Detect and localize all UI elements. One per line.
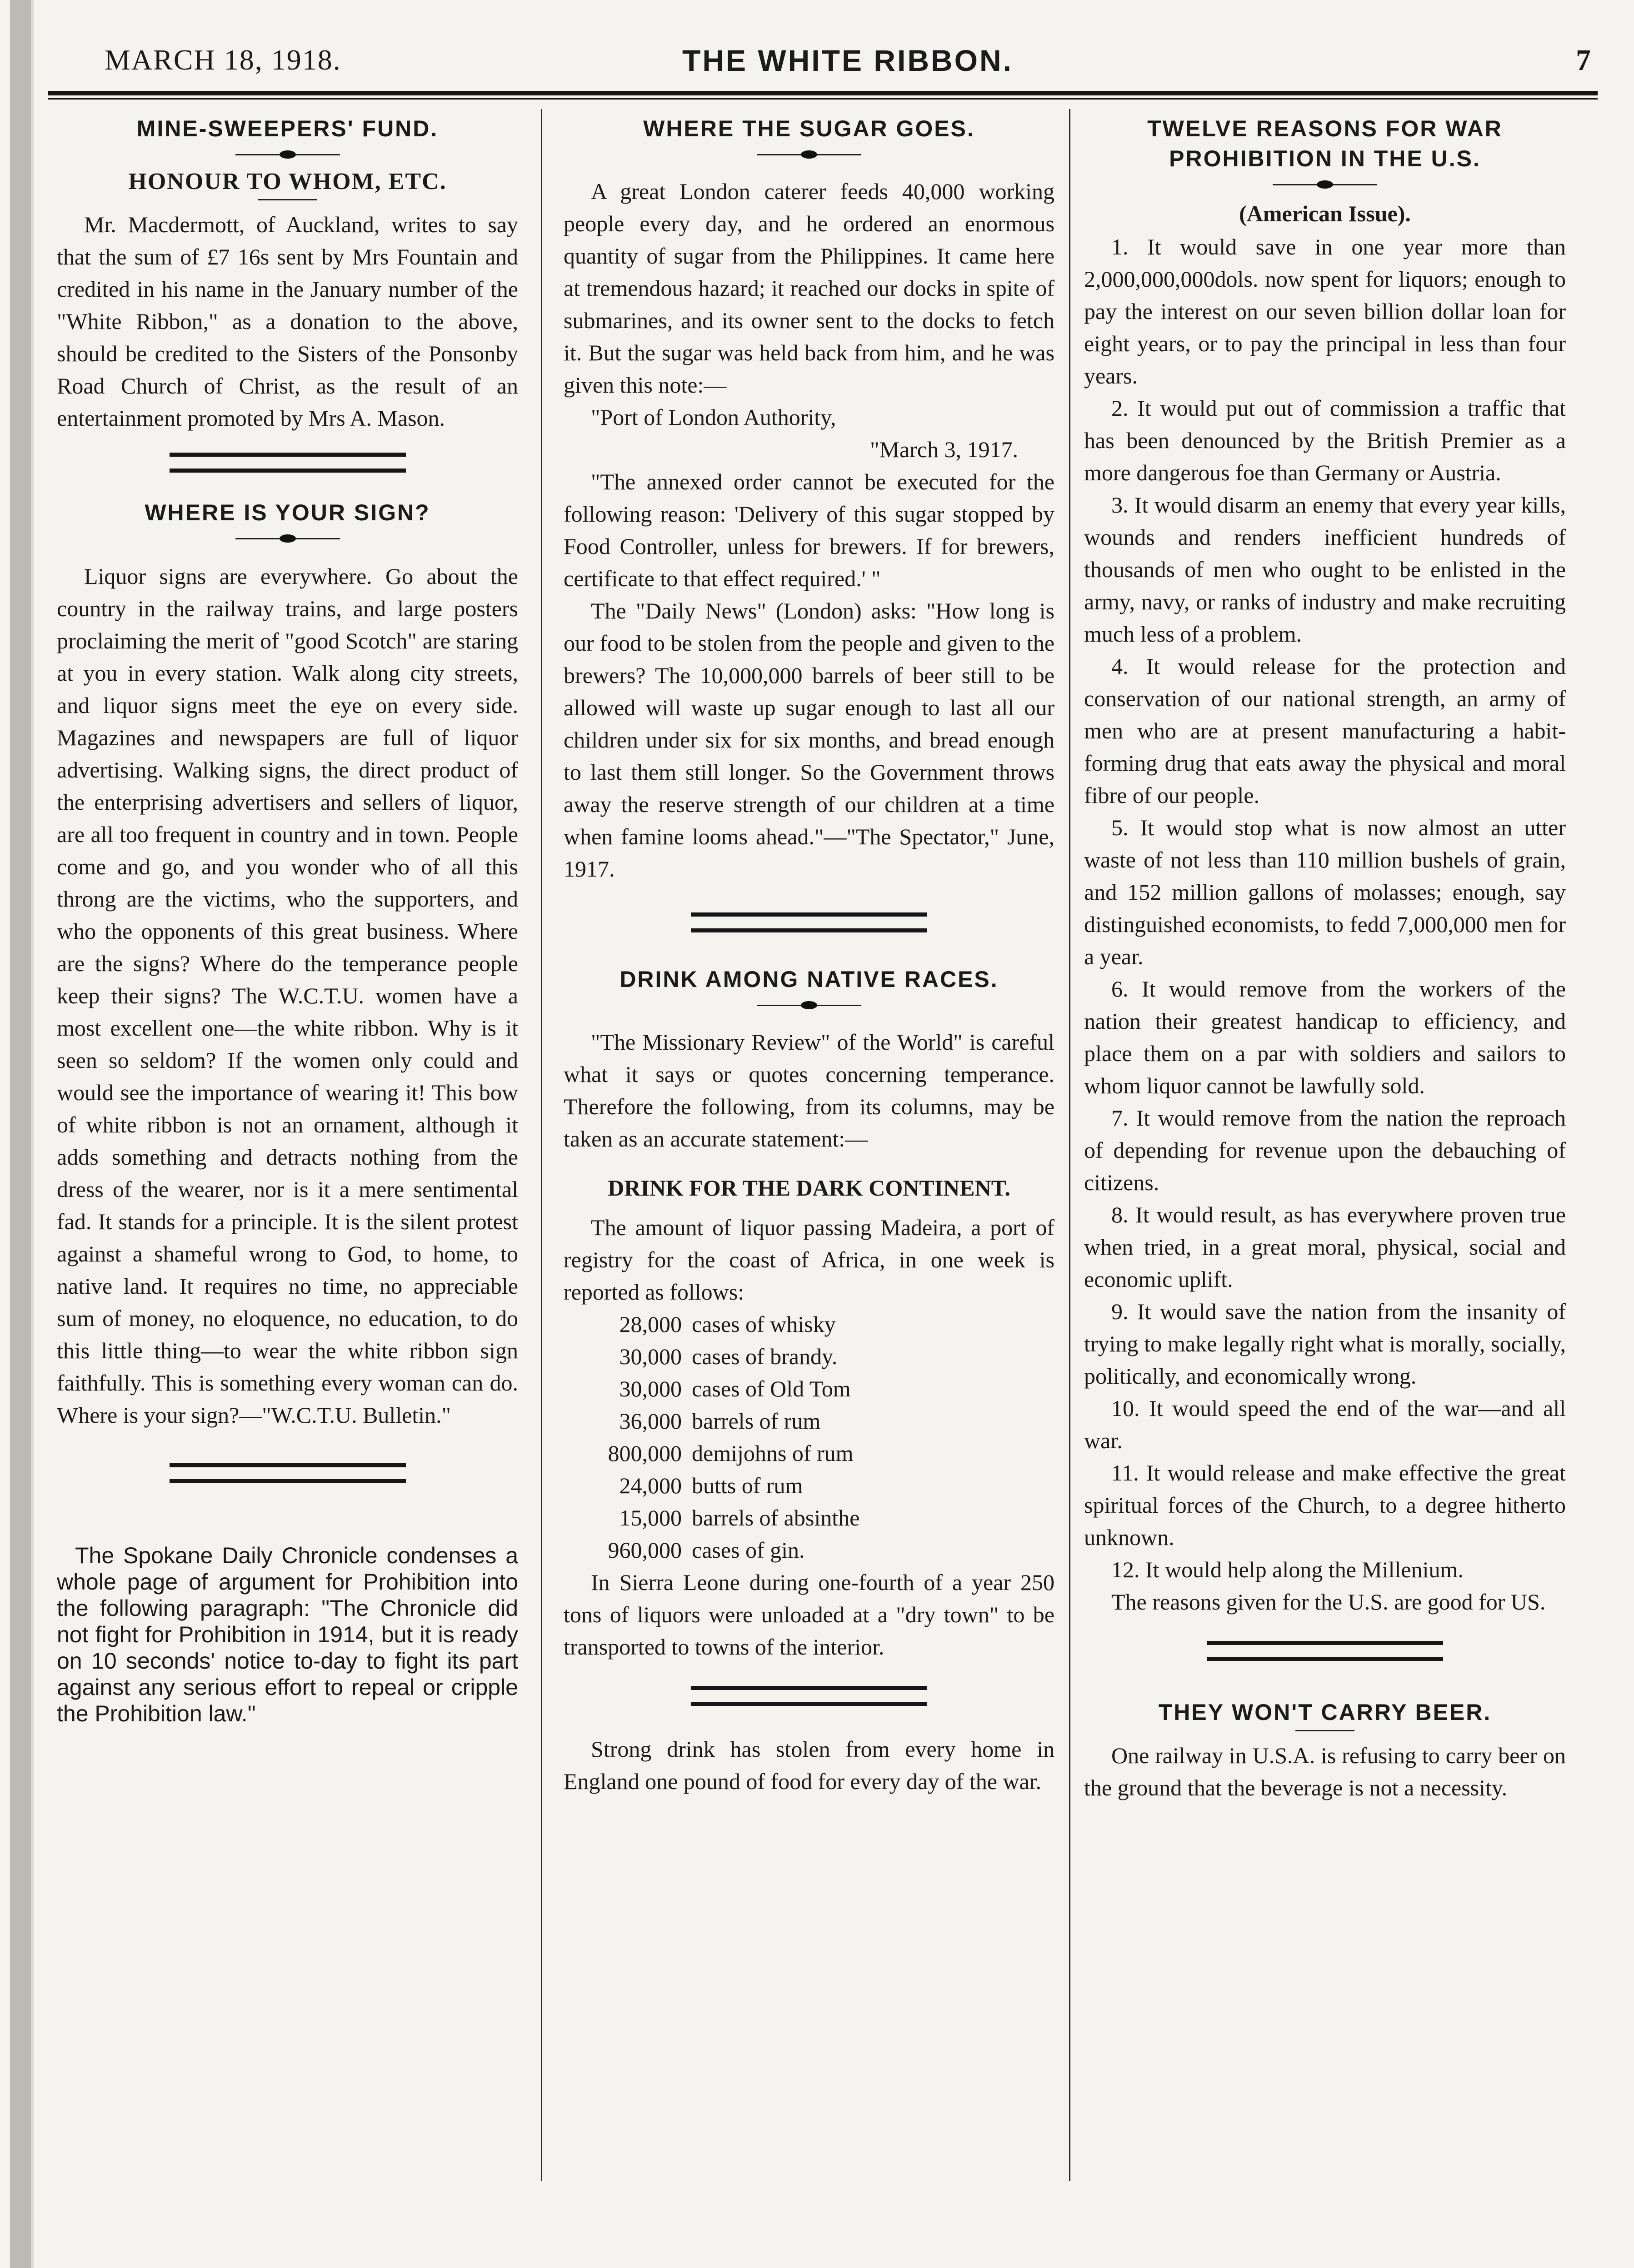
section-divider (691, 1686, 927, 1706)
paragraph: The Spokane Daily Chronicle condenses a whole page of argument for Prohibition into the following paragraph: "The Chronicle did not fight for Prohibition in 1914, but it is ready on 10 seconds' notice to-day to fight its part against any serious effort to repeal or cripple the Prohibition law." (57, 1543, 518, 1726)
reason-item: 7. It would remove from the nation the reproach of depending for revenue upon the debauching of citizens. (1084, 1105, 1566, 1195)
section-divider (170, 453, 406, 473)
paragraph: Mr. Macdermott, of Auckland, writes to say that the sum of £7 16s sent by Mrs Fountain and credited in his name in the January number of the "White Ribbon," as a donation to the above, should be credited to the Sisters of the Ponsonby Road Church of Christ, as the result of an entertainment promoted by Mrs A. Mason. (57, 212, 518, 431)
paragraph: The "Daily News" (London) asks: "How long is our food to be stolen from the people and given to the brewers? The 10,000,000 barrels of beer still to be allowed will waste up sugar enough to last all our children under six for six months, and bread enough to last them still longer. So the Government throws away the reserve strength of our children at a time when famine looms ahead."—"The Spectator," June, 1917. (564, 598, 1054, 882)
column-divider-2 (1069, 109, 1070, 2181)
dot-rule-ornament (1273, 177, 1377, 193)
list-item-quantity: 28,000 (619, 1311, 682, 1337)
list-item (564, 1405, 1054, 1437)
paragraph-closing: The reasons given for the U.S. are good for US. (1111, 1589, 1546, 1615)
reason-item: 1. It would save in one year more than 2,000,000,000dols. now spent for liquors; enough to pay the interest on our seven billion dollar loan for eight years, or to pay the principal in less than four years. (1084, 234, 1566, 389)
reason-item: 9. It would save the nation from the insanity of trying to make legally right what is morally, socially, politically, and economically wrong. (1084, 1299, 1566, 1389)
page-edge-shadow (10, 0, 31, 2268)
list-item-description: cases of Old Tom (692, 1376, 851, 1401)
list-item (564, 1308, 1054, 1341)
column-3 (1084, 114, 1566, 1804)
article-body (564, 175, 1054, 885)
article-minesweepers-fund (57, 114, 518, 434)
article-body (57, 1542, 518, 1727)
article-subheading: DRINK FOR THE DARK CONTINENT. (608, 1175, 1010, 1201)
reason-item: 6. It would remove from the workers of the nation their greatest handicap to efficiency, and place them on a par with soldiers and sailors to whom liquor cannot be lawfully sold. (1084, 976, 1566, 1098)
dot-rule-ornament (235, 147, 340, 163)
list-item-quantity: 24,000 (619, 1473, 682, 1498)
list-item-description: cases of whisky (692, 1311, 836, 1337)
article-strong-drink (564, 1733, 1054, 1798)
article-they-wont-carry-beer (1084, 1697, 1566, 1804)
dot-rule-ornament (757, 998, 861, 1013)
list-item (564, 1373, 1054, 1405)
reason-item: 4. It would release for the protection and conservation of our national strength, an army of men who are at present manufacturing a habit-forming drug that eats away the physical and moral fibre of our people. (1084, 653, 1566, 808)
list-item (564, 1437, 1054, 1470)
article-body (1084, 1740, 1566, 1804)
paragraph: "Port of London Authority, (591, 404, 836, 430)
article-body (564, 1026, 1054, 1155)
article-heading: TWELVE REASONS FOR WAR PROHIBITION IN THE U.S. (1147, 116, 1503, 171)
list-item-description: butts of rum (692, 1473, 803, 1498)
reason-item: 2. It would put out of commission a traffic that has been denounced by the British Premier as a more dangerous foe than Germany or Austria. (1084, 395, 1566, 485)
article-where-is-your-sign (57, 498, 518, 1431)
list-item-quantity: 36,000 (619, 1408, 682, 1434)
paragraph: A great London caterer feeds 40,000 working people every day, and he ordered an enormous quantity of sugar from the Philippines. It came here at tremendous hazard; it reached our docks in spite of submarines, and its owner sent to the docks to fetch it. But the sugar was held back from him, and he was given this note:— (564, 179, 1054, 398)
page-header (105, 43, 1591, 84)
list-item-description: cases of brandy. (692, 1344, 838, 1369)
reason-item: 5. It would stop what is now almost an utter waste of not less than 110 million bushels of grain, and 152 million gallons of molasses; enough, say distinguished economists, to fedd 7,000,000 men for a year. (1084, 815, 1566, 969)
article-drink-among-native-races (564, 964, 1054, 1663)
dot-rule-ornament (235, 531, 340, 547)
article-subheading: HONOUR TO WHOM, ETC. (128, 169, 447, 194)
list-item (564, 1534, 1054, 1566)
reason-item: 8. It would result, as has everywhere proven true when tried, in a great moral, physical, social and economic uplift. (1084, 1202, 1566, 1292)
reason-item: 10. It would speed the end of the war—and all war. (1084, 1396, 1566, 1453)
article-heading: THEY WON'T CARRY BEER. (1158, 1700, 1492, 1725)
issue-date: MARCH 18, 1918. (105, 44, 341, 76)
section-divider (691, 912, 927, 932)
paragraph: Strong drink has stolen from every home in England one pound of food for every day of the war. (564, 1736, 1054, 1794)
paragraph-dateline: "March 3, 1917. (870, 437, 1018, 462)
list-item-description: demijohns of rum (692, 1441, 854, 1466)
article-subheading: (American Issue). (1239, 201, 1411, 226)
paragraph: One railway in U.S.A. is refusing to carry beer on the ground that the beverage is not a necessity. (1084, 1743, 1566, 1800)
article-body (564, 1733, 1054, 1798)
page-number: 7 (1576, 44, 1591, 77)
list-item-quantity: 800,000 (608, 1441, 682, 1466)
article-where-the-sugar-goes (564, 114, 1054, 885)
liquor-list (564, 1308, 1054, 1566)
list-item-quantity: 30,000 (619, 1344, 682, 1369)
section-divider (1207, 1641, 1443, 1661)
paragraph: "The Missionary Review" of the World" is careful what it says or quotes concerning temperance. Therefore the following, from its columns, may be taken as an accurate statement:— (564, 1029, 1054, 1151)
article-body (57, 209, 518, 434)
short-rule (258, 199, 317, 200)
reason-item: 3. It would disarm an enemy that every year kills, wounds and renders inefficient hundreds of thousands of men who ought to be enlisted in the army, navy, or ranks of industry and make recruiting much less of a problem. (1084, 492, 1566, 647)
article-body (564, 1566, 1054, 1663)
header-rule (48, 91, 1598, 100)
list-item (564, 1502, 1054, 1534)
paragraph: The amount of liquor passing Madeira, a port of registry for the coast of Africa, in one week is reported as follows: (564, 1215, 1054, 1305)
section-divider (170, 1463, 406, 1483)
list-item (564, 1341, 1054, 1373)
column-1 (57, 114, 518, 1727)
list-item-description: barrels of rum (692, 1408, 821, 1434)
paragraph: "The annexed order cannot be executed for the following reason: 'Delivery of this sugar stopped by Food Controller, unless for brewers. If for brewers, certificate to that effect required.' " (564, 469, 1054, 591)
paragraph: In Sierra Leone during one-fourth of a year 250 tons of liquors were unloaded at a "dry town" to be transported to towns of the interior. (564, 1570, 1054, 1660)
list-item-quantity: 15,000 (619, 1505, 682, 1530)
paragraph: Liquor signs are everywhere. Go about the country in the railway trains, and large posters proclaiming the merit of "good Scotch" are staring at you in every station. Walk along city streets, and liquor signs meet the eye on every side. Magazines and newspapers are full of liquor advertising. Walking signs, the direct product of the enterprising advertisers and sellers of liquor, are all too frequent in country and in town. People come and go, and you wonder who of all this throng are the victims, who the supporters, and who the opponents of this great business. Where are the signs? Where do the temperance people keep their signs? The W.C.T.U. women have a most excellent one—the white ribbon. Why is it seen so seldom? If the women only could and would see the importance of wearing it! This bow of white ribbon is not an ornament, although it adds something and detracts nothing from the dress of the wearer, nor is it a mere sentimental fad. It stands for a principle. It is the silent protest against a shameful wrong to God, to home, to native land. It requires no time, no appreciable sum of money, no eloquence, no education, to do this little thing—to wear the white ribbon sign faithfully. This is something every woman can do. Where is your sign?—"W.C.T.U. Bulletin." (57, 563, 518, 1428)
article-heading: WHERE THE SUGAR GOES. (643, 116, 975, 141)
list-item-description: barrels of absinthe (692, 1505, 860, 1530)
reasons-list (1084, 231, 1566, 1618)
article-body (564, 1211, 1054, 1308)
column-divider-1 (541, 109, 542, 2181)
newspaper-title: THE WHITE RIBBON. (682, 44, 1013, 77)
list-item-quantity: 960,000 (608, 1537, 682, 1563)
page-edge-highlight (31, 0, 34, 2268)
article-heading: MINE-SWEEPERS' FUND. (136, 116, 439, 141)
list-item-description: cases of gin. (692, 1537, 805, 1563)
list-item-quantity: 30,000 (619, 1376, 682, 1401)
article-heading: WHERE IS YOUR SIGN? (145, 500, 430, 525)
reason-item: 12. It would help along the Millenium. (1111, 1557, 1464, 1582)
article-twelve-reasons (1084, 114, 1566, 1618)
article-spokane-chronicle (57, 1542, 518, 1727)
article-heading: DRINK AMONG NATIVE RACES. (620, 967, 999, 992)
column-2 (564, 114, 1054, 1798)
reason-item: 11. It would release and make effective the great spiritual forces of the Church, to a degree hitherto unknown. (1084, 1460, 1566, 1550)
short-rule (1295, 1730, 1354, 1731)
dot-rule-ornament (757, 147, 861, 163)
article-body (57, 560, 518, 1431)
list-item (564, 1470, 1054, 1502)
